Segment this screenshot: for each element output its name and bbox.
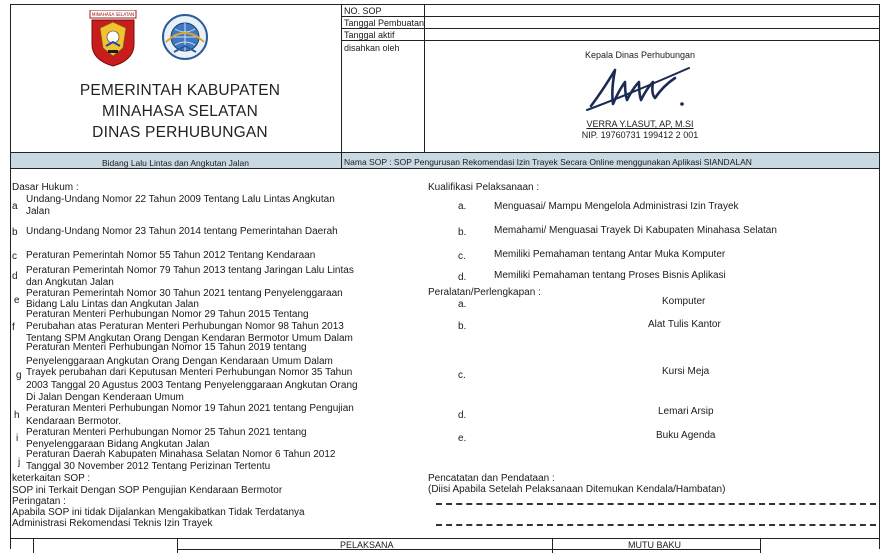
pencatatan-text: (Diisi Apabila Setelah Pelaksanaan Ditemukan Kendala/Hambatan) <box>428 484 726 495</box>
gov-title-line1: PEMERINTAH KABUPATEN <box>79 82 281 99</box>
tanggal-pembuatan-label: Tanggal Pembuatan <box>344 18 425 28</box>
mutu-baku-header: MUTU BAKU <box>628 540 682 550</box>
peralatan-letter-c: c. <box>458 370 466 381</box>
kualifikasi-item-d: Memiliki Pemahaman tentang Proses Bisnis Aplikasi <box>494 270 726 281</box>
regency-emblem <box>88 10 138 68</box>
dasar-hukum-h-line2: Kendaraan Bermotor. <box>26 416 122 427</box>
peringatan-line1: Apabila SOP ini tidak Dijalankan Mengakibatkan Tidak Terdatanya <box>12 507 305 518</box>
dasar-hukum-f-line4: Penyelenggaraan Angkutan Orang Dengan Kendaraan Umum Dalam <box>26 356 333 367</box>
dasar-hukum-i-line2: Penyelenggaraan Bidang Angkutan Jalan <box>26 439 210 450</box>
dasar-hukum-e-line1: Peraturan Pemerintah Nomor 30 Tahun 2021 tentang Penyelenggaraan <box>26 288 343 299</box>
peralatan-item-b: Alat Tulis Kantor <box>648 319 721 330</box>
dasar-hukum-letter-h: h <box>14 410 20 421</box>
dasar-hukum-letter-b: b <box>12 227 18 238</box>
dasar-hukum-i-line3: Peraturan Daerah Kabupaten Minahasa Selatan Nomor 6 Tahun 2012 <box>26 449 336 460</box>
kualifikasi-letter-c: c. <box>458 251 466 262</box>
dasar-hukum-f-line3: Peraturan Menteri Perhubungan Nomor 15 Tahun 2019 tentang <box>26 342 307 353</box>
dasar-hukum-a-line1: Undang-Undang Nomor 22 Tahun 2009 Tentang Lalu Lintas Angkutan <box>26 194 335 205</box>
bottom-table-col-4 <box>760 538 761 553</box>
signatory-name: VERRA Y.LASUT, AP, M.SI <box>586 119 694 129</box>
dasar-hukum-g-line2: 2003 Tanggal 20 Agustus 2003 Tentang Penyelenggaraan Angkutan Orang <box>26 380 358 391</box>
dasar-hukum-f-line2: Tentang SPM Angkutan Orang Dengan Kendaran Bermotor Umum Dalam <box>26 333 353 344</box>
no-sop-label: NO. SOP <box>344 6 382 16</box>
transport-ministry-logo <box>160 12 210 62</box>
dasar-hukum-letter-d: d <box>12 271 18 282</box>
peringatan-title: Peringatan : <box>12 496 66 507</box>
peralatan-title: Peralatan/Perlengkapan : <box>428 287 541 298</box>
bottom-table-top-line <box>10 538 880 539</box>
dasar-hukum-letter-a: a <box>12 201 18 212</box>
left-border <box>10 4 11 549</box>
dasar-hukum-d-line2: dan Angkutan Jalan <box>26 277 114 288</box>
peralatan-letter-e: e. <box>458 433 467 444</box>
emblem-banner-text: MINAHASA SELATAN <box>91 12 135 17</box>
dasar-hukum-letter-f: f <box>12 322 15 333</box>
meta-row-line-3 <box>341 40 880 41</box>
peringatan-line2: Administrasi Rekomendasi Teknis Izin Trayek <box>12 518 213 529</box>
nama-sop-label: Nama SOP : SOP Pengurusan Rekomendasi Izin Trayek Secara Online menggunakan Aplikasi SIANDALAN <box>344 157 752 167</box>
kualifikasi-letter-a: a. <box>458 201 467 212</box>
signatory-nip: NIP. 19760731 199412 2 001 <box>581 130 699 140</box>
kualifikasi-title: Kualifikasi Pelaksanaan : <box>428 182 540 193</box>
peralatan-letter-b: b. <box>458 321 467 332</box>
dasar-hukum-letter-c: c <box>12 251 17 262</box>
dasar-hukum-title: Dasar Hukum : <box>12 182 79 193</box>
keterkaitan-title: keterkaitan SOP : <box>12 473 91 484</box>
peralatan-item-d: Lemari Arsip <box>658 406 714 417</box>
dasar-hukum-letter-j: j <box>18 457 21 468</box>
dasar-hukum-e-line2: Bidang Lalu Lintas dan Angkutan Jalan <box>26 299 199 310</box>
dasar-hukum-f-line1: Perubahan atas Peraturan Menteri Perhubungan Nomor 98 Tahun 2013 <box>26 321 344 332</box>
dasar-hukum-b-line1: Undang-Undang Nomor 23 Tahun 2014 tentang Pemerintahan Daerah <box>26 226 338 237</box>
peralatan-item-a: Komputer <box>662 296 706 307</box>
kualifikasi-item-b: Memahami/ Menguasai Trayek Di Kabupaten Minahasa Selatan <box>494 225 777 236</box>
dasar-hukum-j-line1: Tanggal 30 November 2012 Tentang Perizinan Tertentu <box>26 461 271 472</box>
peralatan-item-c: Kursi Meja <box>662 366 710 377</box>
bottom-table-col-2 <box>177 538 178 553</box>
right-border <box>879 4 880 549</box>
dasar-hukum-g-line1: Trayek perubahan dari Keputusan Menteri Perhubungan Nomor 35 Tahun <box>26 367 353 378</box>
tanggal-aktif-label: Tanggal aktif <box>344 30 395 40</box>
bottom-table-col-3 <box>552 538 553 553</box>
gov-title-line3: DINAS PERHUBUNGAN <box>92 124 268 141</box>
bidang-label: Bidang Lalu Lintas dan Angkutan Jalan <box>102 158 249 168</box>
top-border <box>10 4 880 5</box>
kualifikasi-item-c: Memiliki Pemahaman tentang Antar Muka Komputer <box>494 249 726 260</box>
kualifikasi-letter-b: b. <box>458 227 467 238</box>
dasar-hukum-e-line3: Peraturan Menteri Perhubungan Nomor 29 Tahun 2015 Tentang <box>26 309 309 320</box>
dasar-hukum-c-line1: Peraturan Pemerintah Nomor 55 Tahun 2012 Tentang Kendaraan <box>26 250 316 261</box>
handwritten-signature <box>585 60 695 118</box>
dasar-hukum-a-line2: Jalan <box>26 206 50 217</box>
bottom-table-col-1 <box>33 538 34 553</box>
signatory-position: Kepala Dinas Perhubungan <box>584 50 696 60</box>
pencatatan-dash-line-1 <box>436 503 876 505</box>
peralatan-letter-a: a. <box>458 299 467 310</box>
dasar-hukum-letter-g: g <box>16 370 22 381</box>
dasar-hukum-d-line1: Peraturan Pemerintah Nomor 79 Tahun 2013 tentang Jaringan Lalu Lintas <box>26 265 354 276</box>
disahkan-label: disahkan oleh <box>344 43 400 53</box>
pelaksana-header: PELAKSANA <box>340 540 394 550</box>
peralatan-letter-d: d. <box>458 410 467 421</box>
dasar-hukum-i-line1: Peraturan Menteri Perhubungan Nomor 25 Tahun 2021 tentang <box>26 427 307 438</box>
band-bottom-line <box>10 168 880 169</box>
dasar-hukum-g-line3: Di Jalan Dengan Kenderaan Umum <box>26 392 184 403</box>
kualifikasi-letter-d: d. <box>458 272 467 283</box>
dasar-hukum-h-line1: Peraturan Menteri Perhubungan Nomor 19 Tahun 2021 tentang Pengujian <box>26 403 354 414</box>
gov-title-line2: MINAHASA SELATAN <box>102 103 258 120</box>
dasar-hukum-letter-e: e <box>14 295 20 306</box>
dasar-hukum-letter-i: i <box>16 433 19 444</box>
peralatan-item-e: Buku Agenda <box>656 430 716 441</box>
keterkaitan-text: SOP ini Terkait Dengan SOP Pengujian Kendaraan Bermotor <box>12 485 283 496</box>
pencatatan-title: Pencatatan dan Pendataan : <box>428 473 555 484</box>
pencatatan-dash-line-2 <box>436 524 876 526</box>
kualifikasi-item-a: Menguasai/ Mampu Mengelola Administrasi Izin Trayek <box>494 201 739 212</box>
